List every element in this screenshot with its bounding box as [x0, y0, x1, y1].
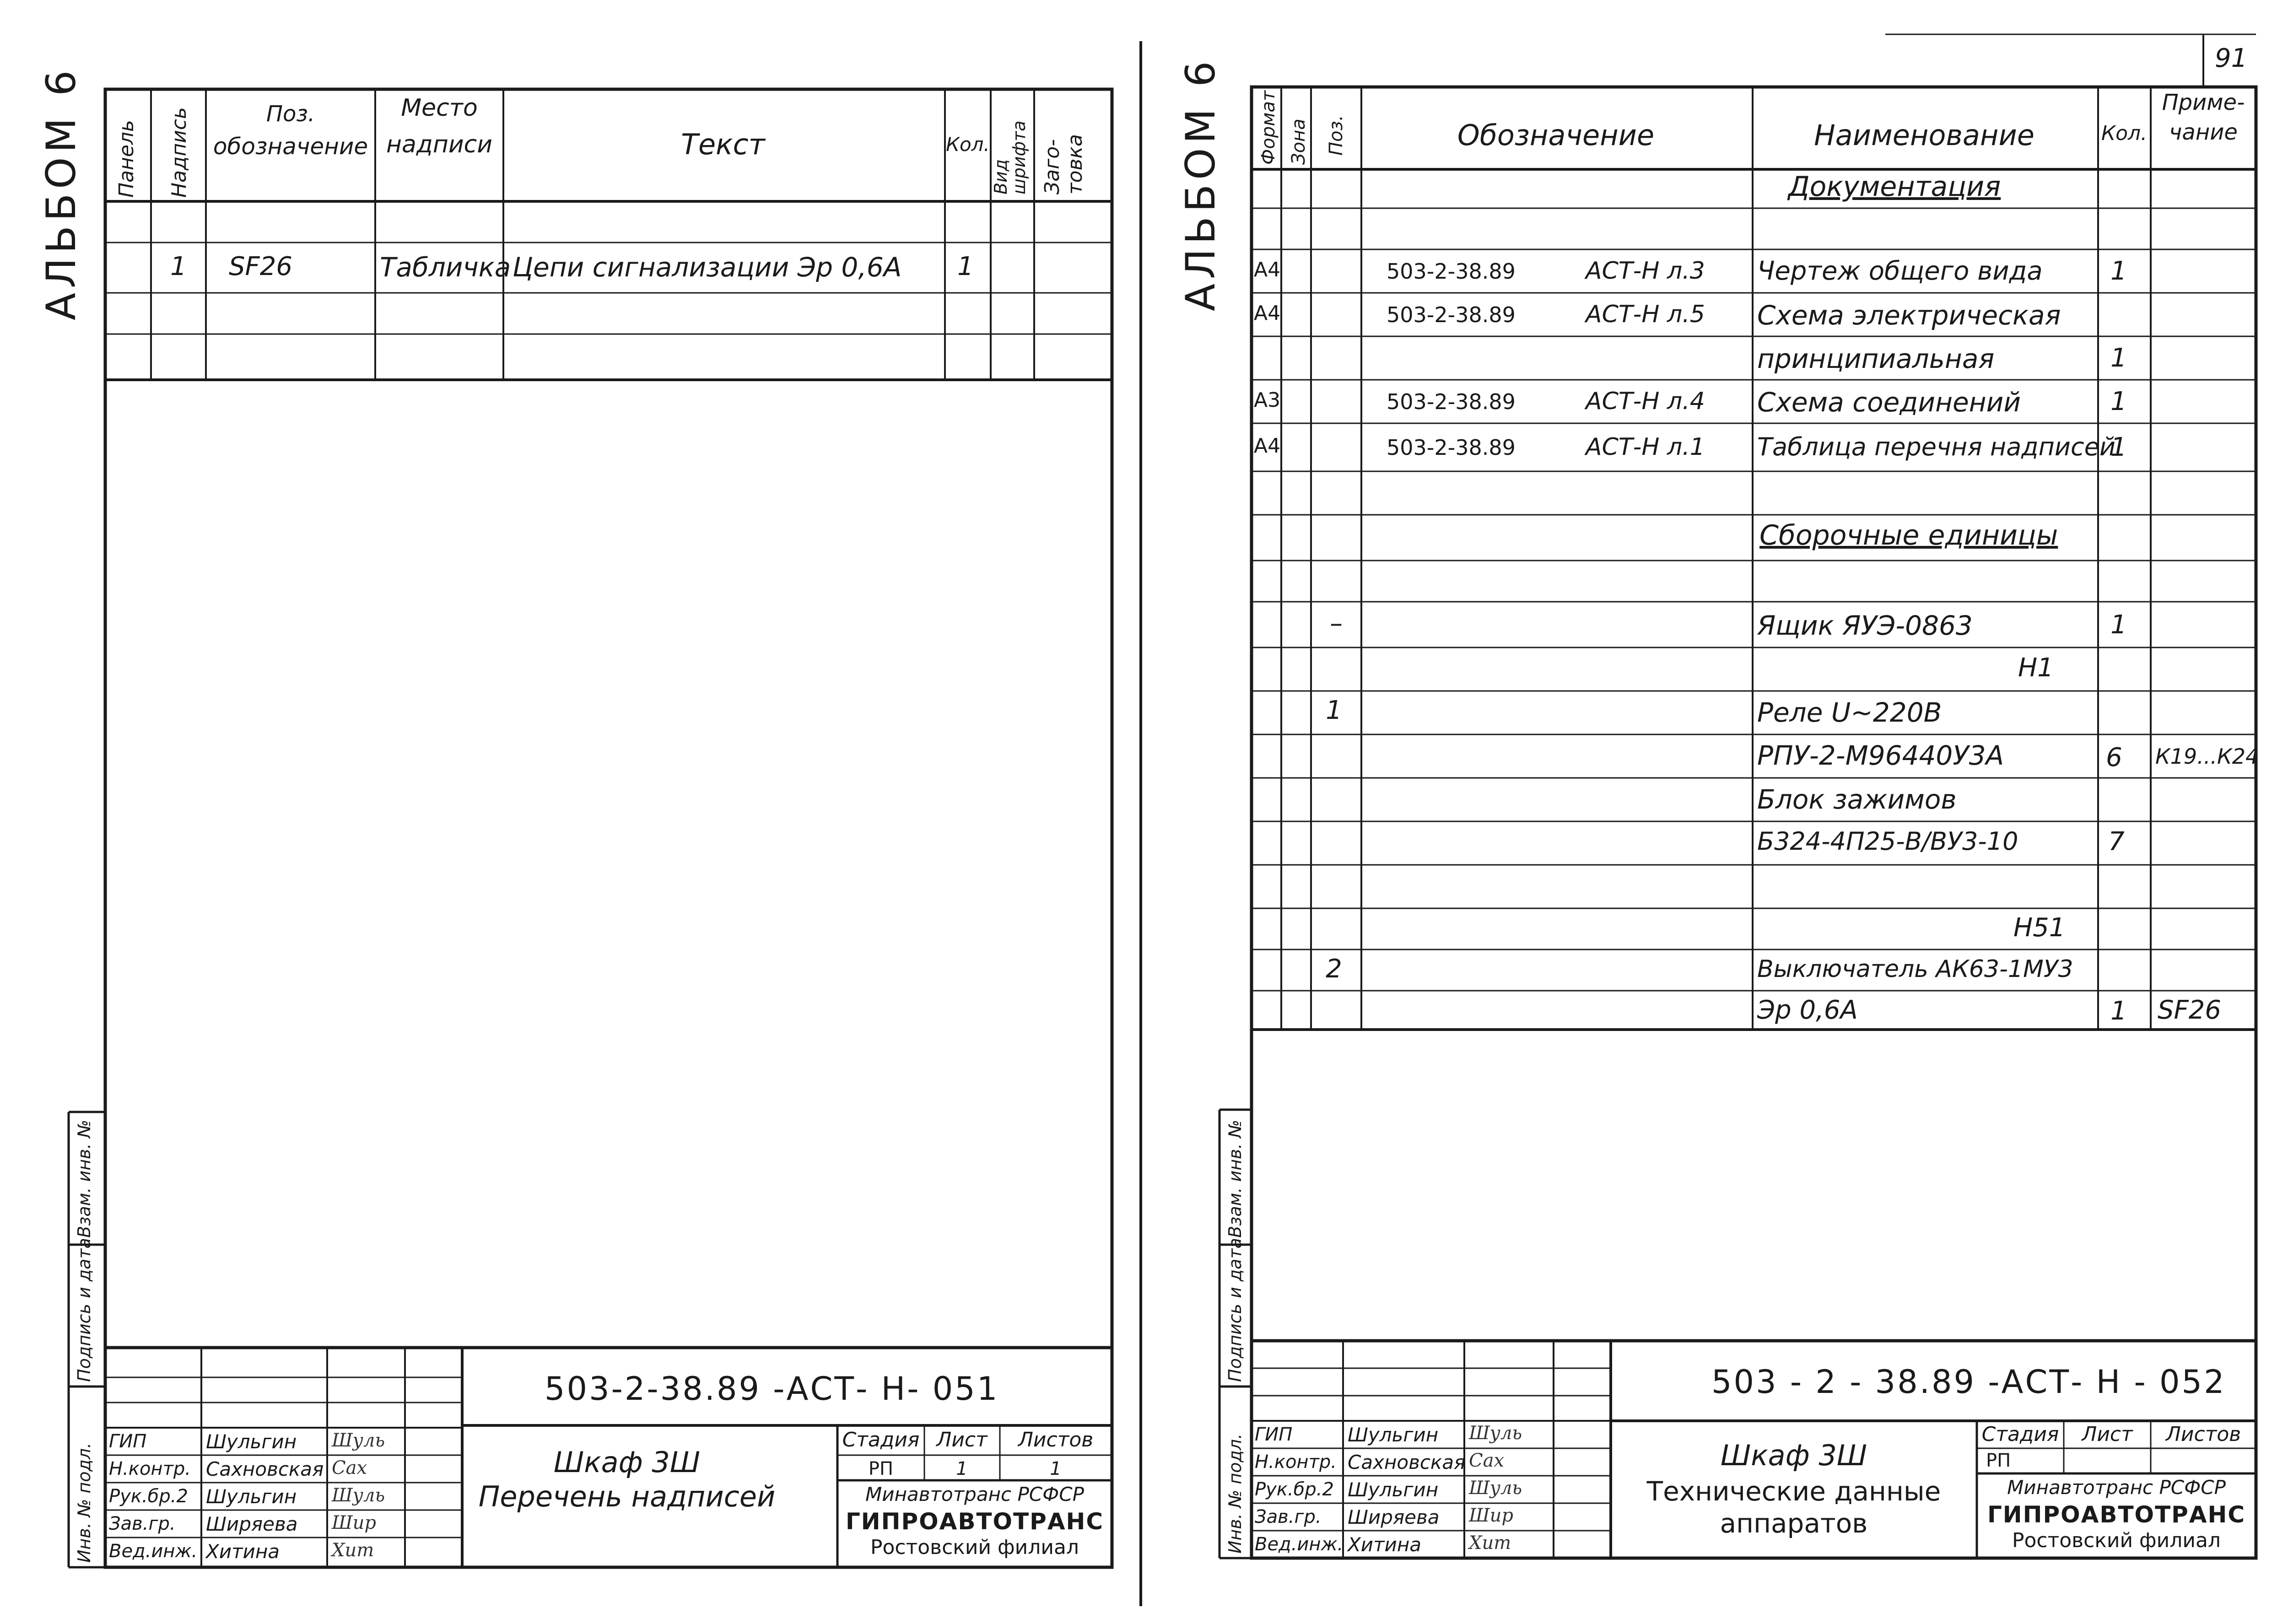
- row-designation: 503-2-38.89: [1387, 435, 1516, 460]
- row-name: Б324-4П25-В/ВУ3-10: [1757, 827, 2018, 856]
- row-qty: 1: [2110, 432, 2127, 462]
- stamp-code: 503-2-38.89 -АСТ- Н- 051: [545, 1370, 999, 1408]
- album-label: АЛЬБОМ 6: [1177, 56, 1224, 311]
- header-place-line1: Место: [401, 94, 478, 122]
- header-blank-line1: Заго-: [1041, 139, 1064, 194]
- row-designation-sheet: АСТ-Н л.5: [1586, 301, 1705, 328]
- row-format: А4: [1254, 302, 1281, 325]
- row-qty: 1: [2110, 610, 2127, 640]
- person-name: Шульгин: [1348, 1424, 1439, 1446]
- cell-pos: SF26: [229, 252, 293, 281]
- row-name: Сборочные единицы: [1759, 519, 2058, 551]
- person-signature: Шуль: [1469, 1478, 1522, 1499]
- row-designation: 503-2-38.89: [1387, 389, 1516, 414]
- person-role: ГИП: [109, 1431, 147, 1452]
- stamp-stage-label: Стадия: [1981, 1423, 2059, 1446]
- row-designation-sheet: АСТ-Н л.1: [1586, 433, 1705, 461]
- row-pos: –: [1330, 609, 1343, 638]
- margin-sign-date: Подпись и дата: [1225, 1238, 1245, 1382]
- header-text: Текст: [681, 128, 765, 161]
- row-name: РПУ-2-М96440У3А: [1757, 740, 2004, 771]
- cell-inscription: 1: [170, 252, 187, 281]
- person-name: Хитина: [206, 1540, 280, 1563]
- person-name: Ширяева: [1348, 1506, 1440, 1528]
- margin-sign-date: Подпись и дата: [74, 1238, 94, 1382]
- person-role: Н.контр.: [1255, 1451, 1337, 1473]
- row-qty: 1: [2110, 996, 2127, 1026]
- person-name: Шульгин: [206, 1430, 297, 1453]
- margin-inv-sub: Инв. № подл.: [74, 1442, 94, 1563]
- row-note: К19...К24: [2155, 744, 2259, 769]
- person-role: Зав.гр.: [109, 1513, 176, 1534]
- person-signature: Сах: [332, 1457, 367, 1478]
- header-panel: Панель: [115, 120, 138, 198]
- stamp-stage: РП: [868, 1458, 894, 1479]
- margin-inv-sub: Инв. № подл.: [1225, 1433, 1245, 1554]
- row-pos: 1: [1326, 696, 1342, 725]
- stamp-title-line2: Перечень надписей: [478, 1480, 776, 1513]
- cell-place: Табличка: [380, 252, 511, 283]
- row-pos: 2: [1326, 954, 1342, 984]
- stamp-org: ГИПРОАВТОТРАНС: [845, 1508, 1104, 1535]
- stamp-org: ГИПРОАВТОТРАНС: [1987, 1501, 2246, 1528]
- row-name: Документация: [1788, 171, 2001, 203]
- stamp-sheets: 1: [1050, 1458, 1062, 1479]
- person-role: Н.контр.: [109, 1458, 191, 1479]
- row-designation: 503-2-38.89: [1387, 302, 1516, 327]
- person-name: Хитина: [1348, 1533, 1422, 1556]
- person-signature: Сах: [1469, 1450, 1505, 1471]
- header-zone: Зона: [1288, 119, 1309, 165]
- row-note: SF26: [2158, 995, 2222, 1025]
- stamp-stage-label: Стадия: [842, 1428, 920, 1451]
- person-signature: Шуль: [1469, 1423, 1522, 1444]
- person-role: Зав.гр.: [1255, 1506, 1322, 1527]
- person-signature: Шир: [332, 1512, 377, 1533]
- row-name: Схема соединений: [1757, 387, 2021, 418]
- stamp-sheets-label: Листов: [1018, 1428, 1094, 1451]
- row-qty: 1: [2110, 343, 2127, 373]
- cell-text: Цепи сигнализации Эр 0,6А: [513, 252, 902, 283]
- cell-qty: 1: [957, 252, 974, 281]
- person-role: Рук.бр.2: [1255, 1479, 1334, 1500]
- row-designation: 503-2-38.89: [1387, 259, 1516, 284]
- person-signature: Шир: [1469, 1505, 1514, 1526]
- stamp-title-line1: Шкаф 3Ш: [553, 1446, 701, 1479]
- row-qty: 6: [2106, 743, 2122, 772]
- stamp-title-line1: Шкаф 3Ш: [1720, 1439, 1867, 1472]
- row-name: Н51: [2013, 913, 2066, 943]
- row-qty: 1: [2110, 387, 2127, 416]
- header-name: Наименование: [1814, 119, 2034, 152]
- header-font-line2: шрифта: [1009, 120, 1029, 194]
- header-qty: Кол.: [946, 133, 990, 156]
- row-name: Блок зажимов: [1757, 784, 1957, 815]
- margin-vzam: Взам. инв. №: [74, 1119, 94, 1238]
- person-role: Вед.инж.: [1255, 1534, 1344, 1555]
- person-name: Шульгин: [1348, 1478, 1439, 1501]
- header-format: Формат: [1258, 90, 1279, 165]
- header-pos-line2: обозначение: [213, 133, 368, 160]
- header-note-line1: Приме-: [2162, 90, 2245, 115]
- row-qty: 1: [2110, 256, 2127, 286]
- person-name: Сахновская: [1348, 1451, 1466, 1473]
- stamp-ministry: Минавтотранс РСФСР: [2007, 1476, 2226, 1499]
- person-signature: Шуль: [332, 1430, 385, 1451]
- person-name: Сахновская: [206, 1458, 324, 1480]
- header-inscription: Надпись: [167, 107, 191, 198]
- header-pos: Поз.: [1326, 115, 1347, 156]
- header-designation: Обозначение: [1457, 119, 1655, 152]
- row-name: Ящик ЯУЭ-0863: [1757, 610, 1973, 641]
- row-qty: 7: [2108, 827, 2125, 857]
- stamp-ministry: Минавтотранс РСФСР: [865, 1483, 1084, 1505]
- stamp-branch: Ростовский филиал: [2012, 1529, 2221, 1552]
- row-name: Выключатель АК63-1МУ3: [1757, 955, 2073, 983]
- header-qty: Кол.: [2101, 122, 2148, 145]
- stamp-sheet-label: Лист: [2082, 1423, 2133, 1446]
- margin-vzam: Взам. инв. №: [1225, 1119, 1245, 1238]
- person-role: Вед.инж.: [109, 1541, 198, 1562]
- stamp-code: 503 - 2 - 38.89 -АСТ- Н - 052: [1711, 1363, 2226, 1401]
- person-signature: Хит: [1469, 1532, 1511, 1554]
- page-number: 91: [2215, 43, 2248, 73]
- row-name: Чертеж общего вида: [1757, 256, 2043, 286]
- person-signature: Шуль: [332, 1485, 385, 1506]
- header-font-line1: Вид: [991, 159, 1011, 194]
- stamp-title-line3: аппаратов: [1720, 1508, 1868, 1539]
- row-name: Схема электрическая: [1757, 300, 2061, 331]
- person-signature: Хит: [332, 1540, 374, 1561]
- header-place-line2: надписи: [386, 131, 492, 158]
- stamp-sheet-label: Лист: [936, 1428, 988, 1451]
- album-label: АЛЬБОМ 6: [38, 65, 85, 320]
- row-format: А3: [1254, 388, 1281, 412]
- person-name: Ширяева: [206, 1513, 298, 1535]
- person-name: Шульгин: [206, 1485, 297, 1508]
- row-name: Н1: [2018, 653, 2054, 683]
- header-pos-line1: Поз.: [266, 101, 315, 127]
- person-role: Рук.бр.2: [109, 1486, 188, 1507]
- stamp-title-line2: Технические данные: [1646, 1476, 1941, 1507]
- row-name: Реле U~220В: [1757, 697, 1942, 728]
- person-role: ГИП: [1255, 1424, 1293, 1445]
- row-name: Таблица перечня надписей: [1757, 432, 2116, 461]
- stamp-stage: РП: [1986, 1450, 2011, 1471]
- row-format: А4: [1254, 434, 1281, 458]
- row-designation-sheet: АСТ-Н л.3: [1586, 257, 1705, 285]
- row-name: принципиальная: [1757, 343, 1995, 374]
- header-note-line2: чание: [2169, 119, 2238, 145]
- stamp-sheets-label: Листов: [2165, 1423, 2241, 1446]
- stamp-branch: Ростовский филиал: [870, 1536, 1079, 1559]
- row-format: А4: [1254, 258, 1281, 281]
- row-name: Эр 0,6А: [1757, 995, 1858, 1025]
- row-designation-sheet: АСТ-Н л.4: [1586, 388, 1705, 415]
- stamp-sheet: 1: [956, 1458, 968, 1479]
- header-blank-line2: товка: [1063, 134, 1087, 194]
